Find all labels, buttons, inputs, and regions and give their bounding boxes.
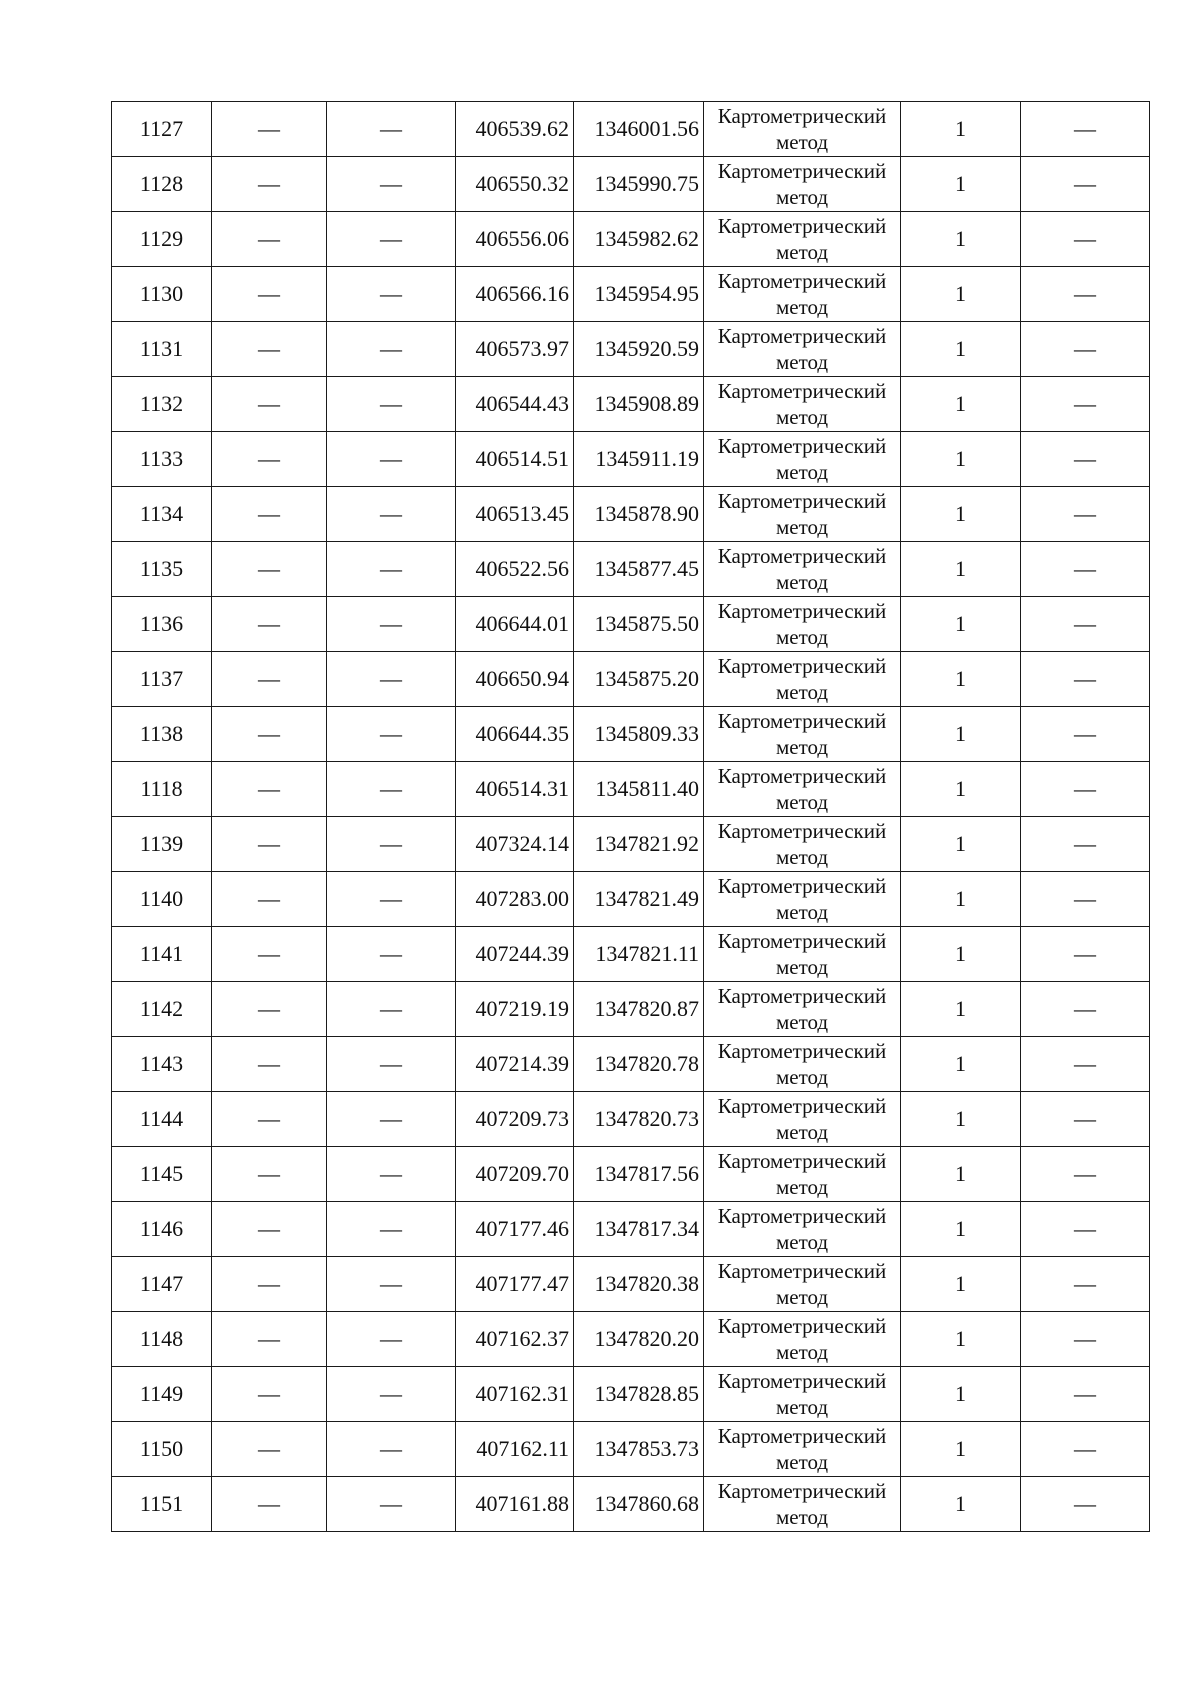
method-cell: Картометрический метод xyxy=(704,1477,901,1532)
dash-cell: — xyxy=(212,1037,327,1092)
point-number-cell: 1138 xyxy=(112,707,212,762)
x-coordinate-cell: 406514.31 xyxy=(456,762,574,817)
point-number-cell: 1134 xyxy=(112,487,212,542)
dash-cell: — xyxy=(327,762,456,817)
dash-cell: — xyxy=(327,1147,456,1202)
point-number-cell: 1131 xyxy=(112,322,212,377)
accuracy-cell: 1 xyxy=(901,542,1021,597)
table-row xyxy=(112,1037,1150,1092)
y-coordinate-cell: 1347820.87 xyxy=(574,982,704,1037)
method-cell: Картометрический метод xyxy=(704,157,901,212)
dash-cell: — xyxy=(1021,927,1150,982)
dash-cell: — xyxy=(1021,707,1150,762)
dash-cell: — xyxy=(1021,102,1150,157)
accuracy-cell: 1 xyxy=(901,1422,1021,1477)
y-coordinate-cell: 1347860.68 xyxy=(574,1477,704,1532)
table-row xyxy=(112,1092,1150,1147)
table-row xyxy=(112,982,1150,1037)
y-coordinate-cell: 1347820.78 xyxy=(574,1037,704,1092)
dash-cell: — xyxy=(212,542,327,597)
method-cell: Картометрический метод xyxy=(704,1202,901,1257)
table-row xyxy=(112,542,1150,597)
dash-cell: — xyxy=(327,322,456,377)
x-coordinate-cell: 407209.70 xyxy=(456,1147,574,1202)
y-coordinate-cell: 1346001.56 xyxy=(574,102,704,157)
dash-cell: — xyxy=(212,1477,327,1532)
method-cell: Картометрический метод xyxy=(704,817,901,872)
table-row xyxy=(112,212,1150,267)
dash-cell: — xyxy=(212,212,327,267)
x-coordinate-cell: 406573.97 xyxy=(456,322,574,377)
dash-cell: — xyxy=(212,817,327,872)
dash-cell: — xyxy=(212,377,327,432)
dash-cell: — xyxy=(327,1477,456,1532)
point-number-cell: 1136 xyxy=(112,597,212,652)
table-row xyxy=(112,487,1150,542)
method-cell: Картометрический метод xyxy=(704,1367,901,1422)
method-cell: Картометрический метод xyxy=(704,707,901,762)
point-number-cell: 1140 xyxy=(112,872,212,927)
dash-cell: — xyxy=(1021,1147,1150,1202)
y-coordinate-cell: 1347820.38 xyxy=(574,1257,704,1312)
point-number-cell: 1137 xyxy=(112,652,212,707)
x-coordinate-cell: 407177.46 xyxy=(456,1202,574,1257)
dash-cell: — xyxy=(327,487,456,542)
dash-cell: — xyxy=(327,432,456,487)
dash-cell: — xyxy=(1021,1312,1150,1367)
dash-cell: — xyxy=(327,1312,456,1367)
point-number-cell: 1144 xyxy=(112,1092,212,1147)
table-row xyxy=(112,322,1150,377)
dash-cell: — xyxy=(327,1037,456,1092)
accuracy-cell: 1 xyxy=(901,597,1021,652)
method-cell: Картометрический метод xyxy=(704,1092,901,1147)
method-cell: Картометрический метод xyxy=(704,487,901,542)
accuracy-cell: 1 xyxy=(901,1477,1021,1532)
dash-cell: — xyxy=(1021,982,1150,1037)
x-coordinate-cell: 406566.16 xyxy=(456,267,574,322)
accuracy-cell: 1 xyxy=(901,652,1021,707)
y-coordinate-cell: 1347821.11 xyxy=(574,927,704,982)
x-coordinate-cell: 407324.14 xyxy=(456,817,574,872)
dash-cell: — xyxy=(1021,322,1150,377)
dash-cell: — xyxy=(212,982,327,1037)
y-coordinate-cell: 1347853.73 xyxy=(574,1422,704,1477)
accuracy-cell: 1 xyxy=(901,1257,1021,1312)
y-coordinate-cell: 1347821.92 xyxy=(574,817,704,872)
dash-cell: — xyxy=(212,1202,327,1257)
x-coordinate-cell: 406513.45 xyxy=(456,487,574,542)
dash-cell: — xyxy=(327,267,456,322)
y-coordinate-cell: 1345990.75 xyxy=(574,157,704,212)
table-row xyxy=(112,652,1150,707)
x-coordinate-cell: 406644.01 xyxy=(456,597,574,652)
y-coordinate-cell: 1345911.19 xyxy=(574,432,704,487)
dash-cell: — xyxy=(327,652,456,707)
dash-cell: — xyxy=(1021,652,1150,707)
x-coordinate-cell: 407214.39 xyxy=(456,1037,574,1092)
table-row xyxy=(112,432,1150,487)
method-cell: Картометрический метод xyxy=(704,927,901,982)
accuracy-cell: 1 xyxy=(901,1202,1021,1257)
accuracy-cell: 1 xyxy=(901,1092,1021,1147)
table-row xyxy=(112,1422,1150,1477)
point-number-cell: 1139 xyxy=(112,817,212,872)
accuracy-cell: 1 xyxy=(901,982,1021,1037)
dash-cell: — xyxy=(1021,1477,1150,1532)
y-coordinate-cell: 1347828.85 xyxy=(574,1367,704,1422)
accuracy-cell: 1 xyxy=(901,267,1021,322)
x-coordinate-cell: 406556.06 xyxy=(456,212,574,267)
y-coordinate-cell: 1345954.95 xyxy=(574,267,704,322)
point-number-cell: 1129 xyxy=(112,212,212,267)
dash-cell: — xyxy=(327,707,456,762)
dash-cell: — xyxy=(212,1257,327,1312)
x-coordinate-cell: 406550.32 xyxy=(456,157,574,212)
dash-cell: — xyxy=(212,762,327,817)
dash-cell: — xyxy=(212,1312,327,1367)
dash-cell: — xyxy=(327,1257,456,1312)
method-cell: Картометрический метод xyxy=(704,597,901,652)
dash-cell: — xyxy=(327,542,456,597)
accuracy-cell: 1 xyxy=(901,212,1021,267)
table-row xyxy=(112,1257,1150,1312)
dash-cell: — xyxy=(1021,1367,1150,1422)
dash-cell: — xyxy=(212,927,327,982)
dash-cell: — xyxy=(1021,432,1150,487)
accuracy-cell: 1 xyxy=(901,707,1021,762)
dash-cell: — xyxy=(1021,377,1150,432)
table-body xyxy=(112,102,1150,1532)
x-coordinate-cell: 406514.51 xyxy=(456,432,574,487)
x-coordinate-cell: 407177.47 xyxy=(456,1257,574,1312)
dash-cell: — xyxy=(1021,1037,1150,1092)
dash-cell: — xyxy=(1021,267,1150,322)
y-coordinate-cell: 1345875.50 xyxy=(574,597,704,652)
method-cell: Картометрический метод xyxy=(704,377,901,432)
dash-cell: — xyxy=(1021,157,1150,212)
x-coordinate-cell: 407283.00 xyxy=(456,872,574,927)
dash-cell: — xyxy=(327,377,456,432)
accuracy-cell: 1 xyxy=(901,1037,1021,1092)
x-coordinate-cell: 407162.31 xyxy=(456,1367,574,1422)
accuracy-cell: 1 xyxy=(901,322,1021,377)
method-cell: Картометрический метод xyxy=(704,982,901,1037)
table-row xyxy=(112,102,1150,157)
table-row xyxy=(112,267,1150,322)
y-coordinate-cell: 1345877.45 xyxy=(574,542,704,597)
table-row xyxy=(112,1147,1150,1202)
point-number-cell: 1128 xyxy=(112,157,212,212)
accuracy-cell: 1 xyxy=(901,377,1021,432)
x-coordinate-cell: 407209.73 xyxy=(456,1092,574,1147)
x-coordinate-cell: 406539.62 xyxy=(456,102,574,157)
method-cell: Картометрический метод xyxy=(704,542,901,597)
dash-cell: — xyxy=(327,1367,456,1422)
point-number-cell: 1127 xyxy=(112,102,212,157)
y-coordinate-cell: 1345809.33 xyxy=(574,707,704,762)
y-coordinate-cell: 1347817.34 xyxy=(574,1202,704,1257)
x-coordinate-cell: 406522.56 xyxy=(456,542,574,597)
x-coordinate-cell: 406544.43 xyxy=(456,377,574,432)
point-number-cell: 1149 xyxy=(112,1367,212,1422)
accuracy-cell: 1 xyxy=(901,762,1021,817)
point-number-cell: 1130 xyxy=(112,267,212,322)
method-cell: Картометрический метод xyxy=(704,1422,901,1477)
point-number-cell: 1133 xyxy=(112,432,212,487)
point-number-cell: 1148 xyxy=(112,1312,212,1367)
dash-cell: — xyxy=(327,817,456,872)
dash-cell: — xyxy=(1021,597,1150,652)
dash-cell: — xyxy=(1021,487,1150,542)
point-number-cell: 1145 xyxy=(112,1147,212,1202)
point-number-cell: 1142 xyxy=(112,982,212,1037)
table-row xyxy=(112,1312,1150,1367)
dash-cell: — xyxy=(212,102,327,157)
table-row xyxy=(112,762,1150,817)
point-number-cell: 1141 xyxy=(112,927,212,982)
dash-cell: — xyxy=(1021,1202,1150,1257)
dash-cell: — xyxy=(1021,1422,1150,1477)
table-row xyxy=(112,872,1150,927)
point-number-cell: 1146 xyxy=(112,1202,212,1257)
x-coordinate-cell: 407161.88 xyxy=(456,1477,574,1532)
method-cell: Картометрический метод xyxy=(704,762,901,817)
point-number-cell: 1132 xyxy=(112,377,212,432)
dash-cell: — xyxy=(1021,542,1150,597)
method-cell: Картометрический метод xyxy=(704,267,901,322)
dash-cell: — xyxy=(212,322,327,377)
x-coordinate-cell: 407244.39 xyxy=(456,927,574,982)
point-number-cell: 1143 xyxy=(112,1037,212,1092)
dash-cell: — xyxy=(1021,872,1150,927)
dash-cell: — xyxy=(1021,1257,1150,1312)
dash-cell: — xyxy=(212,487,327,542)
coordinates-table xyxy=(111,101,1150,1532)
dash-cell: — xyxy=(212,1092,327,1147)
dash-cell: — xyxy=(1021,762,1150,817)
method-cell: Картометрический метод xyxy=(704,1147,901,1202)
method-cell: Картометрический метод xyxy=(704,1037,901,1092)
dash-cell: — xyxy=(327,927,456,982)
accuracy-cell: 1 xyxy=(901,817,1021,872)
dash-cell: — xyxy=(212,1422,327,1477)
dash-cell: — xyxy=(327,872,456,927)
method-cell: Картометрический метод xyxy=(704,212,901,267)
dash-cell: — xyxy=(327,1092,456,1147)
y-coordinate-cell: 1345908.89 xyxy=(574,377,704,432)
dash-cell: — xyxy=(327,102,456,157)
table-row xyxy=(112,377,1150,432)
dash-cell: — xyxy=(212,157,327,212)
accuracy-cell: 1 xyxy=(901,487,1021,542)
dash-cell: — xyxy=(212,597,327,652)
point-number-cell: 1135 xyxy=(112,542,212,597)
accuracy-cell: 1 xyxy=(901,872,1021,927)
y-coordinate-cell: 1347817.56 xyxy=(574,1147,704,1202)
dash-cell: — xyxy=(212,1367,327,1422)
y-coordinate-cell: 1347820.73 xyxy=(574,1092,704,1147)
dash-cell: — xyxy=(212,652,327,707)
accuracy-cell: 1 xyxy=(901,432,1021,487)
dash-cell: — xyxy=(212,872,327,927)
accuracy-cell: 1 xyxy=(901,1312,1021,1367)
dash-cell: — xyxy=(1021,212,1150,267)
y-coordinate-cell: 1345875.20 xyxy=(574,652,704,707)
dash-cell: — xyxy=(327,982,456,1037)
method-cell: Картометрический метод xyxy=(704,1312,901,1367)
method-cell: Картометрический метод xyxy=(704,872,901,927)
x-coordinate-cell: 407162.37 xyxy=(456,1312,574,1367)
dash-cell: — xyxy=(327,212,456,267)
y-coordinate-cell: 1345920.59 xyxy=(574,322,704,377)
table-row xyxy=(112,817,1150,872)
x-coordinate-cell: 406650.94 xyxy=(456,652,574,707)
y-coordinate-cell: 1347820.20 xyxy=(574,1312,704,1367)
dash-cell: — xyxy=(327,1202,456,1257)
dash-cell: — xyxy=(1021,817,1150,872)
table-row xyxy=(112,597,1150,652)
method-cell: Картометрический метод xyxy=(704,322,901,377)
y-coordinate-cell: 1345878.90 xyxy=(574,487,704,542)
y-coordinate-cell: 1347821.49 xyxy=(574,872,704,927)
dash-cell: — xyxy=(212,432,327,487)
point-number-cell: 1151 xyxy=(112,1477,212,1532)
y-coordinate-cell: 1345982.62 xyxy=(574,212,704,267)
dash-cell: — xyxy=(1021,1092,1150,1147)
method-cell: Картометрический метод xyxy=(704,652,901,707)
dash-cell: — xyxy=(327,597,456,652)
dash-cell: — xyxy=(212,267,327,322)
dash-cell: — xyxy=(212,1147,327,1202)
point-number-cell: 1118 xyxy=(112,762,212,817)
y-coordinate-cell: 1345811.40 xyxy=(574,762,704,817)
table-row xyxy=(112,927,1150,982)
x-coordinate-cell: 407219.19 xyxy=(456,982,574,1037)
dash-cell: — xyxy=(212,707,327,762)
point-number-cell: 1150 xyxy=(112,1422,212,1477)
dash-cell: — xyxy=(327,1422,456,1477)
accuracy-cell: 1 xyxy=(901,1147,1021,1202)
table-row xyxy=(112,1477,1150,1532)
x-coordinate-cell: 406644.35 xyxy=(456,707,574,762)
dash-cell: — xyxy=(327,157,456,212)
method-cell: Картометрический метод xyxy=(704,432,901,487)
table-row xyxy=(112,157,1150,212)
table-row xyxy=(112,1367,1150,1422)
accuracy-cell: 1 xyxy=(901,157,1021,212)
method-cell: Картометрический метод xyxy=(704,102,901,157)
accuracy-cell: 1 xyxy=(901,102,1021,157)
table-row xyxy=(112,707,1150,762)
accuracy-cell: 1 xyxy=(901,1367,1021,1422)
table-row xyxy=(112,1202,1150,1257)
x-coordinate-cell: 407162.11 xyxy=(456,1422,574,1477)
accuracy-cell: 1 xyxy=(901,927,1021,982)
method-cell: Картометрический метод xyxy=(704,1257,901,1312)
point-number-cell: 1147 xyxy=(112,1257,212,1312)
